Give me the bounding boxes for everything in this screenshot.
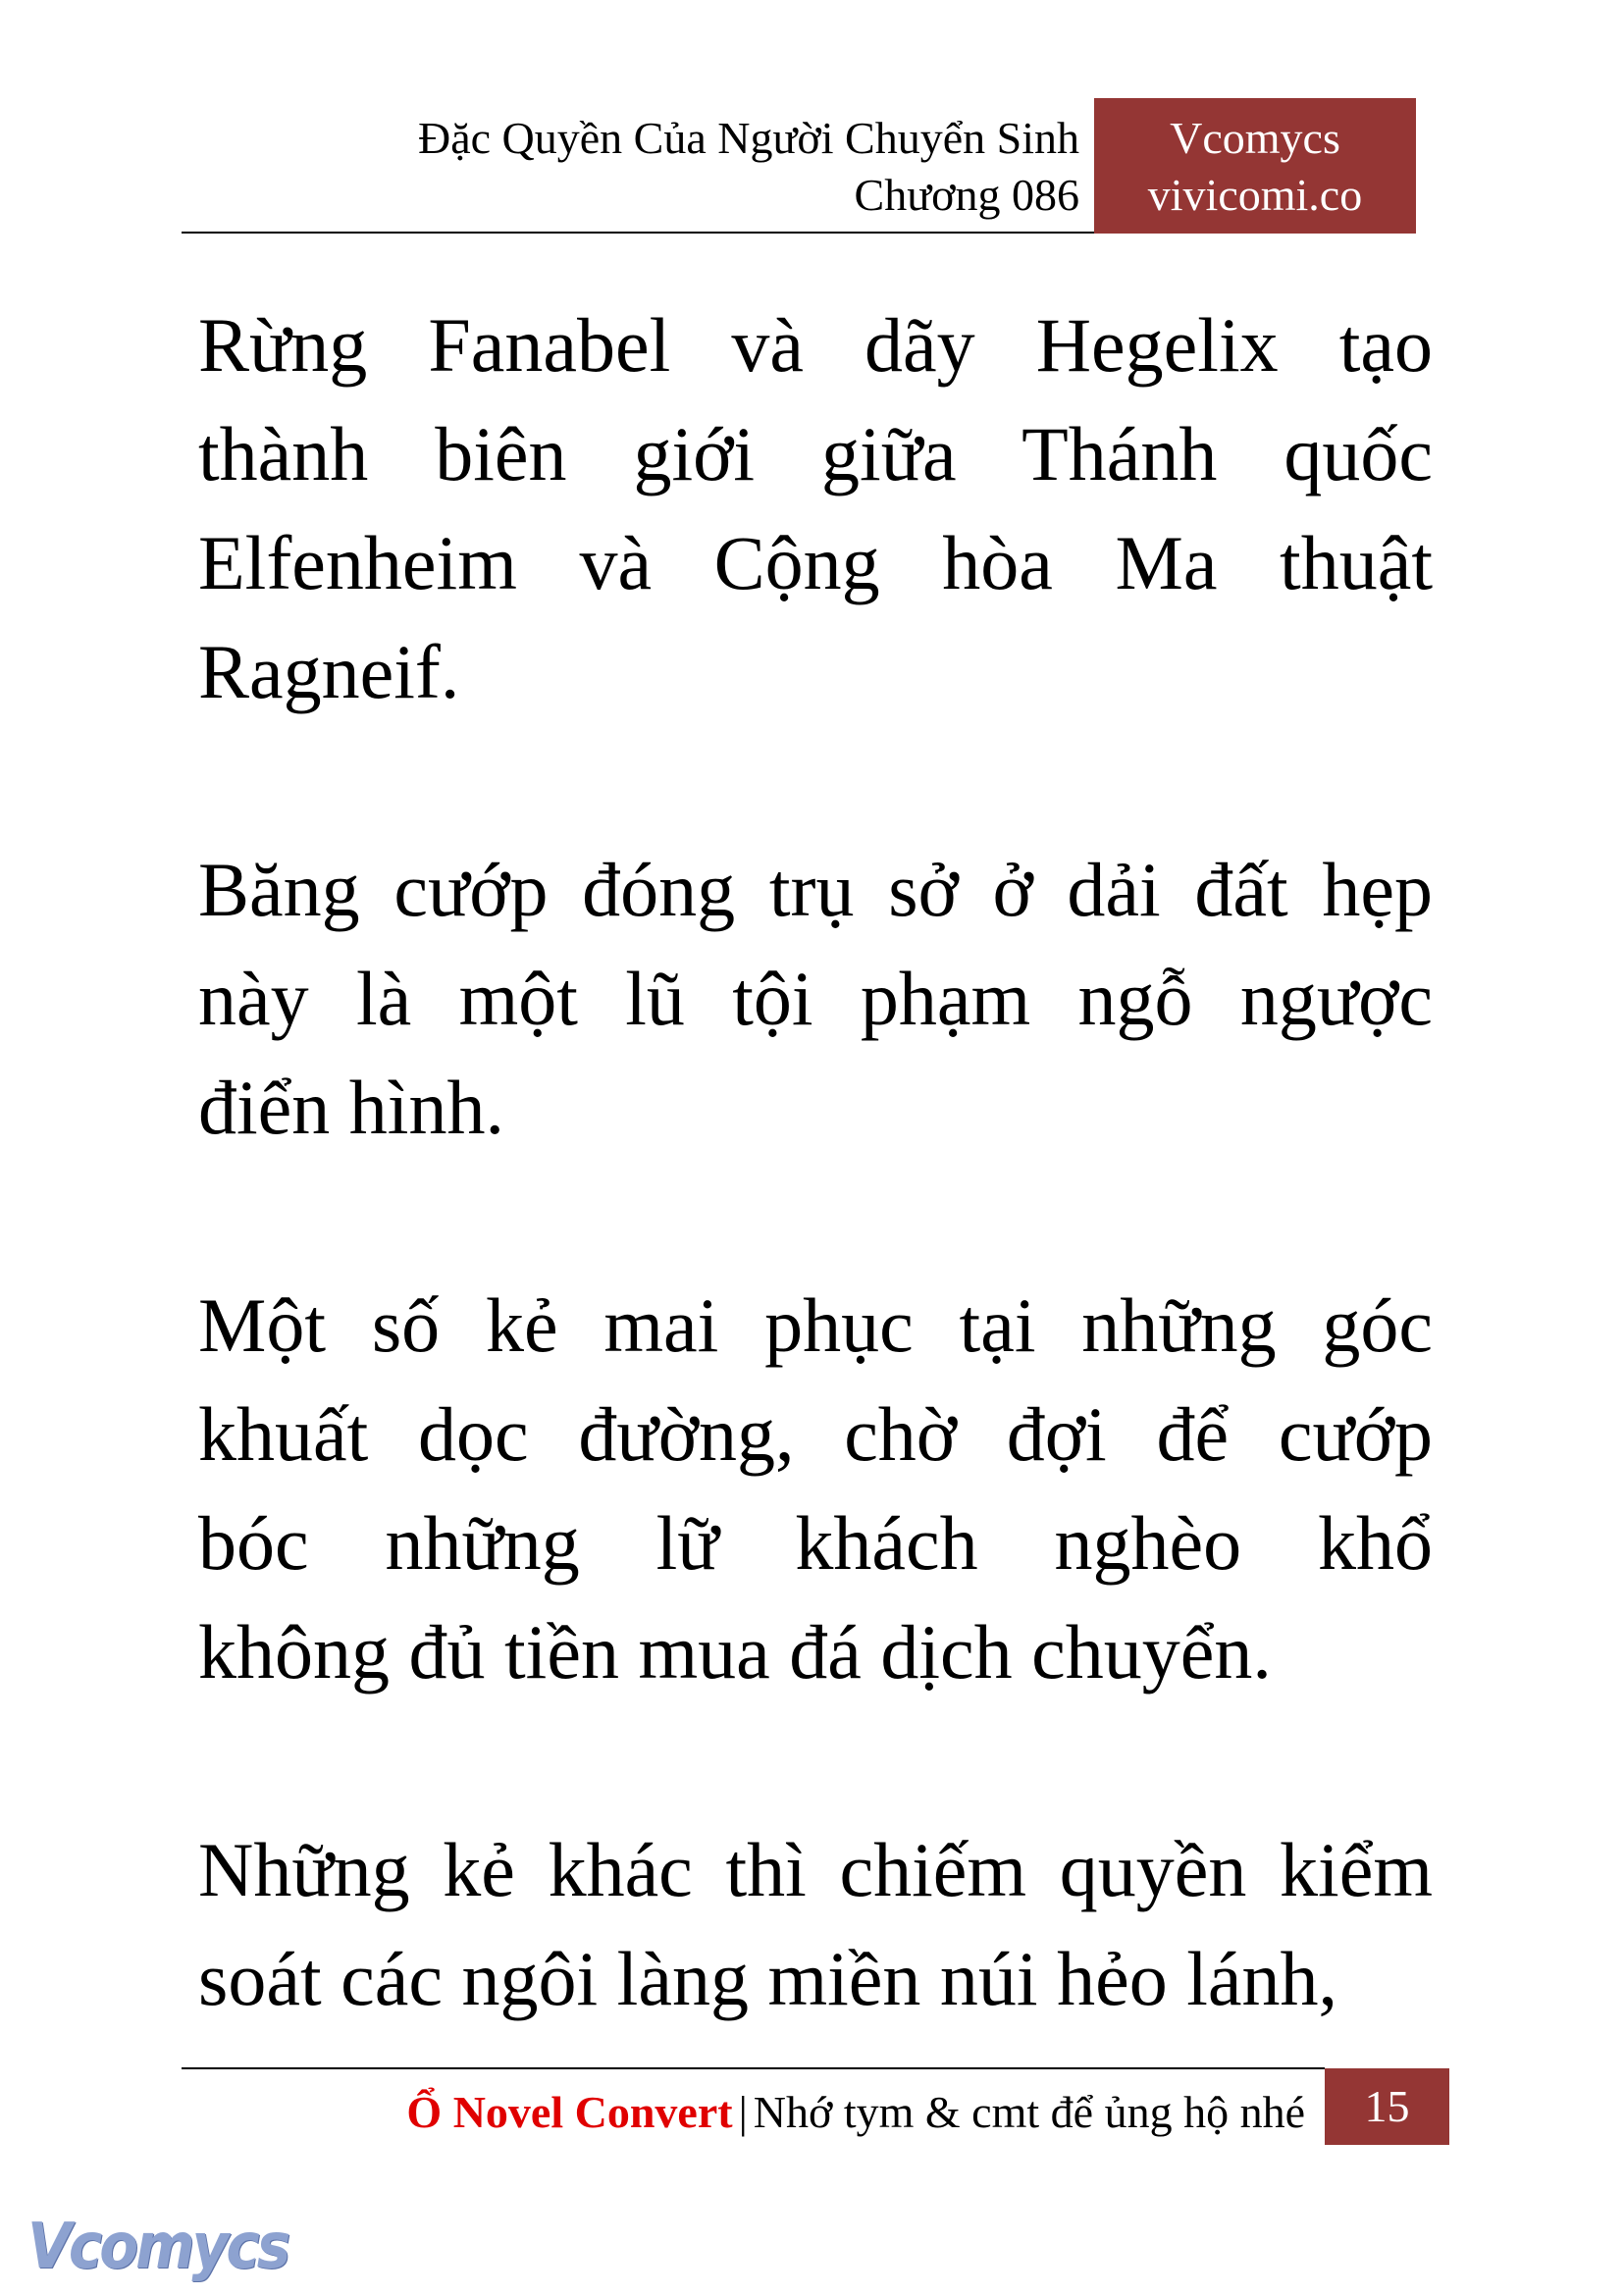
site-url: vivicomi.co	[1147, 170, 1363, 220]
footer-text	[406, 2085, 1305, 2140]
text-line: này là một lũ tội phạm ngỗ ngược	[198, 956, 1433, 1041]
book-title: Đặc Quyền Của Người Chuyển Sinh	[417, 113, 1079, 163]
paragraph	[198, 1815, 1433, 2033]
page-number: 15	[1325, 2068, 1449, 2145]
text-line: Ragneif.	[198, 629, 460, 714]
text-line: Một số kẻ mai phục tại những góc	[198, 1282, 1433, 1368]
text-line: Những kẻ khác thì chiếm quyền kiểm	[198, 1827, 1433, 1912]
chapter-body	[198, 290, 1433, 2142]
text-line: điển hình.	[198, 1065, 504, 1150]
text-line: thành biên giới giữa Thánh quốc	[198, 411, 1433, 496]
footer-brand: Ổ Novel Convert	[406, 2087, 733, 2137]
chapter-label: Chương 086	[854, 170, 1079, 220]
watermark-logo: Vcomycs	[27, 2209, 288, 2283]
text-line: không đủ tiền mua đá dịch chuyển.	[198, 1609, 1272, 1695]
text-line: Rừng Fanabel và dãy Hegelix tạo	[198, 302, 1433, 388]
site-name: Vcomycs	[1170, 113, 1340, 163]
text-line: Băng cướp đóng trụ sở ở dải đất hẹp	[198, 847, 1433, 932]
text-line: khuất dọc đường, chờ đợi để cướp	[198, 1391, 1433, 1477]
paragraph	[198, 1271, 1433, 1706]
text-line: bóc những lữ khách nghèo khổ	[198, 1500, 1433, 1586]
text-line: Elfenheim và Cộng hòa Ma thuật	[198, 520, 1433, 605]
footer-message: Nhớ tym & cmt để ủng hộ nhé	[753, 2087, 1305, 2137]
running-header	[418, 110, 1079, 224]
header-divider	[182, 232, 1094, 234]
footer-separator: |	[738, 2087, 748, 2137]
text-line: soát các ngôi làng miền núi hẻo lánh,	[198, 1936, 1338, 2021]
site-badge	[1094, 98, 1416, 234]
paragraph	[198, 290, 1433, 726]
footer-divider	[182, 2067, 1325, 2069]
paragraph	[198, 835, 1433, 1162]
